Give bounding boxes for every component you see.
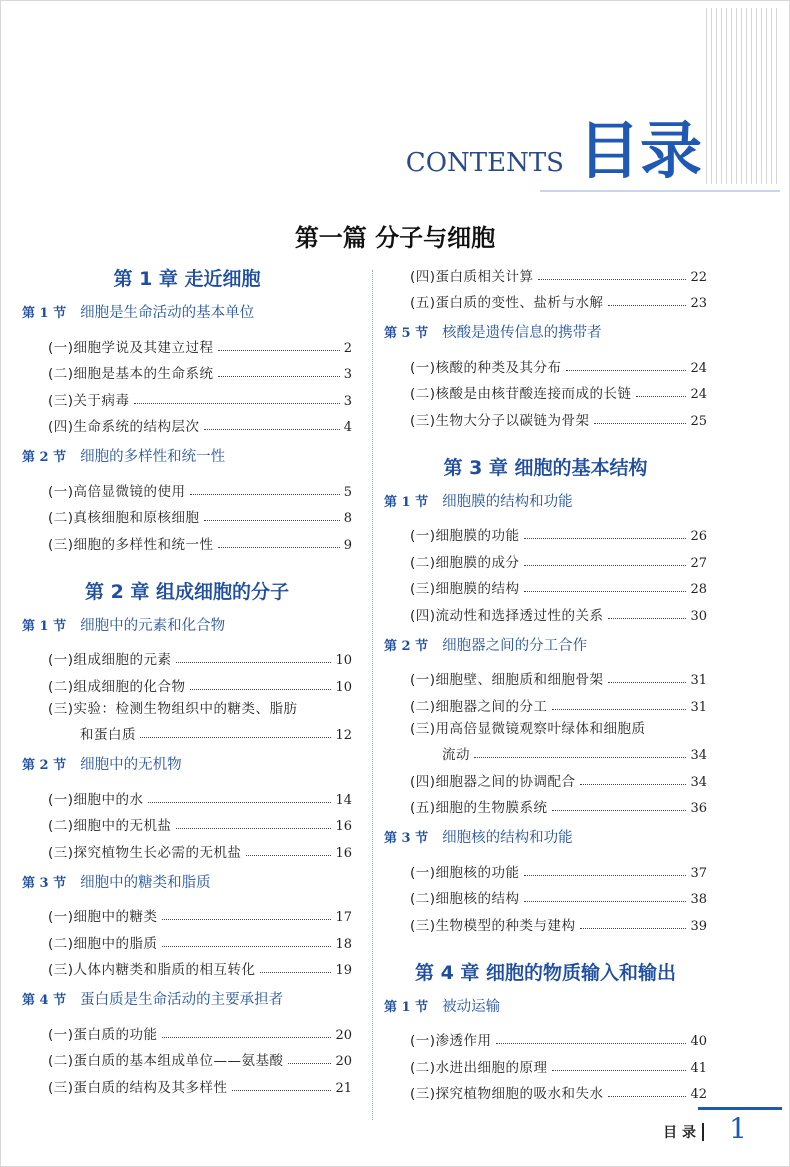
section-heading[interactable] xyxy=(22,614,352,635)
part-title: 第一篇 分子与细胞 xyxy=(294,224,496,252)
leader-dots xyxy=(566,370,687,371)
toc-entry-continued[interactable] xyxy=(384,737,707,764)
entry-page: 21 xyxy=(335,1080,352,1096)
entry-label: (四)蛋白质相关计算 xyxy=(410,268,534,285)
toc-entry[interactable] xyxy=(22,473,352,500)
chapter-heading[interactable]: 第 4 章 细胞的物质输入和输出 xyxy=(414,961,677,984)
toc-entry[interactable] xyxy=(384,376,707,403)
entry-page: 26 xyxy=(690,529,707,544)
toc-entry[interactable] xyxy=(384,1023,707,1050)
section-number: 第 1 节 xyxy=(384,494,429,510)
section-number: 第 2 节 xyxy=(384,638,429,654)
toc-entry[interactable] xyxy=(384,285,707,312)
entry-label: (三)生物大分子以碳链为骨架 xyxy=(410,412,590,429)
entry-label: (三)细胞膜的结构 xyxy=(410,581,520,597)
entry-label: (二)细胞中的脂质 xyxy=(48,935,158,952)
leader-dots xyxy=(232,1090,332,1091)
section-title: 细胞中的糖类和脂质 xyxy=(80,874,211,891)
entry-label: (五)蛋白质的变性、盐析与水解 xyxy=(410,295,604,311)
leader-dots xyxy=(246,855,332,856)
section-number: 第 5 节 xyxy=(384,326,429,341)
leader-dots xyxy=(524,875,687,876)
entry-page: 17 xyxy=(335,910,352,925)
leader-dots xyxy=(474,757,686,758)
leader-dots xyxy=(218,376,340,377)
section-number: 第 1 节 xyxy=(384,999,429,1015)
leader-dots xyxy=(162,919,332,920)
section-heading[interactable] xyxy=(384,995,707,1016)
toc-entry-continued[interactable] xyxy=(22,717,352,744)
toc-entry[interactable] xyxy=(384,258,707,285)
contents-zh-title: 目录 xyxy=(577,114,702,187)
entry-label: (三)实验：检测生物组织中的糖类、脂肪 xyxy=(48,700,298,717)
leader-dots xyxy=(204,429,340,430)
chapter-heading[interactable]: 第 3 章 细胞的基本结构 xyxy=(443,456,648,479)
leader-dots xyxy=(608,305,687,306)
section-heading[interactable] xyxy=(22,753,352,774)
entry-label: (三)用高倍显微镜观察叶绿体和细胞质 xyxy=(410,720,646,737)
entry-label: (二)细胞核的结构 xyxy=(410,891,520,907)
entry-page: 24 xyxy=(690,387,707,402)
section-number: 第 2 节 xyxy=(22,450,67,465)
leader-dots xyxy=(190,494,340,495)
entry-label: (二)核酸是由核苷酸连接而成的长链 xyxy=(410,386,632,402)
section-title: 细胞是生命活动的基本单位 xyxy=(80,305,255,321)
section-title: 蛋白质是生命活动的主要承担者 xyxy=(80,992,284,1008)
entry-page: 2 xyxy=(343,340,352,356)
leader-dots xyxy=(524,565,687,566)
entry-label: (一)渗透作用 xyxy=(410,1033,492,1049)
corner-decoration xyxy=(706,8,780,184)
entry-label: (二)蛋白质的基本组成单位——氨基酸 xyxy=(48,1053,284,1069)
entry-page: 30 xyxy=(690,608,707,624)
section-number: 第 1 节 xyxy=(22,618,67,634)
toc-entry[interactable] xyxy=(22,1016,352,1043)
leader-dots xyxy=(524,591,687,592)
section-title: 细胞的多样性和统一性 xyxy=(80,449,226,465)
section-heading[interactable] xyxy=(22,988,352,1009)
leader-dots xyxy=(636,396,687,397)
toc-entry[interactable] xyxy=(22,329,352,356)
toc-entry[interactable] xyxy=(22,382,352,409)
entry-page: 16 xyxy=(335,819,352,834)
entry-label: (一)细胞学说及其建立过程 xyxy=(48,339,214,356)
entry-page: 12 xyxy=(335,728,352,743)
leader-dots xyxy=(162,1037,332,1038)
leader-dots xyxy=(608,1096,687,1097)
leader-dots xyxy=(190,689,332,690)
entry-page: 3 xyxy=(343,393,352,409)
toc-entry[interactable] xyxy=(22,409,352,436)
section-number: 第 2 节 xyxy=(22,758,67,773)
leader-dots xyxy=(288,1063,332,1064)
entry-label: (一)细胞膜的功能 xyxy=(410,528,520,544)
entry-page: 22 xyxy=(690,269,707,285)
entry-page: 5 xyxy=(343,484,352,500)
section-title: 细胞核的结构和功能 xyxy=(442,830,573,846)
contents-en-title: CONTENTS xyxy=(405,148,564,178)
section-number: 第 1 节 xyxy=(22,306,67,321)
contents-header xyxy=(405,114,702,187)
leader-dots xyxy=(148,802,332,803)
toc-entry[interactable] xyxy=(384,790,707,817)
leader-dots xyxy=(608,682,687,683)
entry-page: 42 xyxy=(690,1087,707,1102)
entry-page: 34 xyxy=(690,774,707,790)
section-title: 核酸是遗传信息的携带者 xyxy=(442,325,602,341)
chapter-gap xyxy=(384,429,707,447)
entry-label: (一)核酸的种类及其分布 xyxy=(410,359,562,376)
entry-label: (一)组成细胞的元素 xyxy=(48,652,172,668)
entry-label: (三)细胞的多样性和统一性 xyxy=(48,536,214,553)
toc-entry[interactable] xyxy=(22,899,352,926)
leader-dots xyxy=(176,662,332,663)
leader-dots xyxy=(162,946,332,947)
toc-entry[interactable] xyxy=(22,642,352,669)
entry-label: (三)蛋白质的结构及其多样性 xyxy=(48,1079,228,1096)
entry-label: (二)细胞中的无机盐 xyxy=(48,818,172,834)
toc-entry[interactable] xyxy=(384,544,707,571)
toc-entry[interactable] xyxy=(384,518,707,545)
entry-label: (五)细胞的生物膜系统 xyxy=(410,800,548,816)
leader-dots xyxy=(552,709,687,710)
entry-page: 31 xyxy=(690,673,707,688)
entry-page: 14 xyxy=(335,792,352,808)
toc-entry[interactable] xyxy=(384,597,707,624)
entry-page: 41 xyxy=(690,1060,707,1076)
leader-dots xyxy=(608,618,687,619)
entry-label: (二)细胞膜的成分 xyxy=(410,554,520,571)
leader-dots xyxy=(218,350,340,351)
toc-entry[interactable] xyxy=(384,854,707,881)
footer-rule xyxy=(698,1107,782,1110)
toc-entry[interactable] xyxy=(384,571,707,598)
entry-label-continued: 流动 xyxy=(442,747,470,763)
entry-label: (一)细胞核的功能 xyxy=(410,864,520,881)
toc-entry[interactable] xyxy=(22,808,352,835)
toc-entry[interactable] xyxy=(22,1043,352,1070)
toc-entry[interactable] xyxy=(384,688,707,715)
footer-separator xyxy=(702,1123,704,1141)
entry-page: 10 xyxy=(335,679,352,695)
section-title: 细胞膜的结构和功能 xyxy=(442,493,573,510)
footer-label: 目 录 xyxy=(663,1125,696,1141)
leader-dots xyxy=(552,1070,687,1071)
page-footer xyxy=(663,1112,747,1145)
entry-page: 19 xyxy=(335,963,352,978)
entry-page: 9 xyxy=(343,537,352,553)
section-heading[interactable] xyxy=(384,634,707,655)
leader-dots xyxy=(552,810,687,811)
toc-entry[interactable] xyxy=(384,662,707,689)
toc-entry[interactable] xyxy=(22,500,352,527)
toc-entry[interactable] xyxy=(22,356,352,383)
toc-entry[interactable] xyxy=(384,402,707,429)
chapter-gap xyxy=(22,553,352,571)
chapter-heading[interactable]: 第 1 章 走近细胞 xyxy=(113,268,261,290)
section-heading[interactable] xyxy=(22,301,352,322)
section-heading[interactable] xyxy=(22,445,352,466)
leader-dots xyxy=(580,784,687,785)
toc-entry[interactable] xyxy=(384,1076,707,1103)
section-title: 细胞器之间的分工合作 xyxy=(442,637,588,654)
entry-label: (三)探究植物生长必需的无机盐 xyxy=(48,844,242,861)
toc-entry[interactable] xyxy=(22,781,352,808)
toc-entry[interactable] xyxy=(22,834,352,861)
section-title: 细胞中的无机物 xyxy=(80,757,182,773)
toc-entry[interactable] xyxy=(22,526,352,553)
section-number: 第 4 节 xyxy=(22,993,67,1008)
leader-dots xyxy=(134,403,340,404)
entry-page: 25 xyxy=(690,413,707,429)
toc-entry[interactable] xyxy=(384,1049,707,1076)
toc-left-column xyxy=(22,258,352,1096)
entry-label: (一)细胞中的糖类 xyxy=(48,909,158,925)
entry-page: 28 xyxy=(690,582,707,597)
toc-entry[interactable] xyxy=(22,952,352,979)
toc-right-column xyxy=(384,258,707,1102)
entry-label: (四)生命系统的结构层次 xyxy=(48,419,200,435)
toc-entry[interactable] xyxy=(384,763,707,790)
leader-dots xyxy=(260,972,332,973)
entry-page: 4 xyxy=(343,420,352,435)
leader-dots xyxy=(496,1043,687,1044)
entry-label: (三)生物模型的种类与建构 xyxy=(410,917,576,934)
entry-label: (二)真核细胞和原核细胞 xyxy=(48,510,200,526)
entry-page: 8 xyxy=(343,511,352,526)
toc-entry[interactable] xyxy=(22,695,352,717)
entry-page: 10 xyxy=(335,653,352,668)
entry-label: (二)组成细胞的化合物 xyxy=(48,678,186,695)
entry-label: (二)细胞是基本的生命系统 xyxy=(48,366,214,382)
section-title: 被动运输 xyxy=(442,998,501,1015)
entry-page: 20 xyxy=(335,1054,352,1069)
leader-dots xyxy=(176,828,332,829)
entry-label-continued: 和蛋白质 xyxy=(80,727,136,743)
chapter-gap xyxy=(384,934,707,952)
entry-page: 36 xyxy=(690,801,707,816)
entry-page: 24 xyxy=(690,360,707,376)
entry-page: 27 xyxy=(690,555,707,571)
entry-page: 37 xyxy=(690,865,707,881)
column-divider xyxy=(372,270,373,1120)
entry-page: 39 xyxy=(690,918,707,934)
entry-page: 18 xyxy=(335,936,352,952)
section-heading[interactable] xyxy=(384,826,707,847)
toc-entry[interactable] xyxy=(22,925,352,952)
entry-page: 38 xyxy=(690,892,707,907)
entry-label: (二)细胞器之间的分工 xyxy=(410,698,548,715)
chapter-heading[interactable]: 第 2 章 组成细胞的分子 xyxy=(84,580,290,603)
entry-label: (二)水进出细胞的原理 xyxy=(410,1059,548,1076)
leader-dots xyxy=(218,547,340,548)
toc-entry[interactable] xyxy=(22,1069,352,1096)
entry-label: (一)细胞壁、细胞质和细胞骨架 xyxy=(410,672,604,688)
entry-label: (四)流动性和选择透过性的关系 xyxy=(410,607,604,624)
leader-dots xyxy=(524,901,687,902)
toc-entry[interactable] xyxy=(384,349,707,376)
leader-dots xyxy=(204,520,340,521)
section-number: 第 3 节 xyxy=(22,875,67,891)
leader-dots xyxy=(538,279,687,280)
leader-dots xyxy=(524,538,687,539)
toc-entry[interactable] xyxy=(384,881,707,908)
entry-label: (四)细胞器之间的协调配合 xyxy=(410,773,576,790)
entry-page: 31 xyxy=(690,699,707,715)
toc-entry[interactable] xyxy=(22,668,352,695)
entry-page: 20 xyxy=(335,1027,352,1043)
section-heading[interactable] xyxy=(22,871,352,892)
entry-page: 34 xyxy=(690,748,707,763)
section-heading[interactable] xyxy=(384,490,707,511)
section-number: 第 3 节 xyxy=(384,831,429,846)
section-heading[interactable] xyxy=(384,321,707,342)
page-number: 1 xyxy=(729,1112,747,1145)
entry-page: 23 xyxy=(690,296,707,311)
section-title: 细胞中的元素和化合物 xyxy=(80,617,226,634)
entry-label: (三)人体内糖类和脂质的相互转化 xyxy=(48,962,256,978)
leader-dots xyxy=(580,928,687,929)
entry-page: 40 xyxy=(690,1034,707,1049)
entry-label: (一)细胞中的水 xyxy=(48,791,144,808)
toc-entry[interactable] xyxy=(384,907,707,934)
leader-dots xyxy=(594,423,687,424)
entry-label: (一)蛋白质的功能 xyxy=(48,1026,158,1043)
toc-entry[interactable] xyxy=(384,715,707,737)
entry-page: 16 xyxy=(335,845,352,861)
leader-dots xyxy=(140,737,331,738)
entry-label: (一)高倍显微镜的使用 xyxy=(48,483,186,500)
entry-page: 3 xyxy=(343,367,352,382)
entry-label: (三)关于病毒 xyxy=(48,392,130,409)
header-rule xyxy=(540,190,780,192)
entry-label: (三)探究植物细胞的吸水和失水 xyxy=(410,1086,604,1102)
